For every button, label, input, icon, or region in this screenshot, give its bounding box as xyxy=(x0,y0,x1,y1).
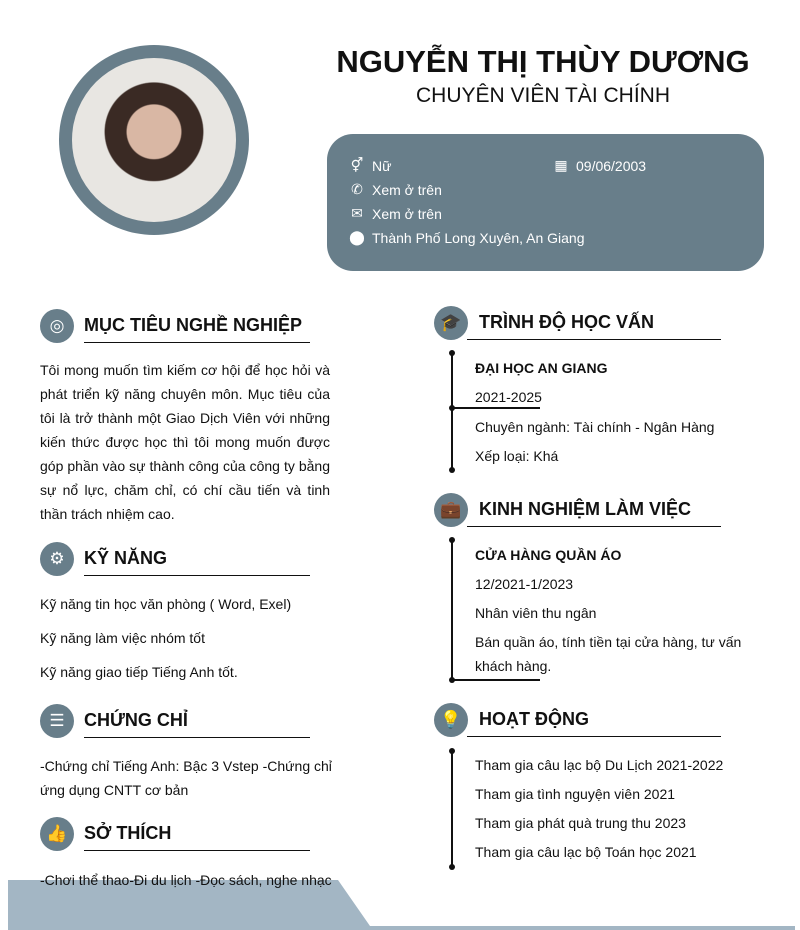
email-icon: ✉ xyxy=(351,205,363,221)
briefcase-icon: 💼 xyxy=(434,493,468,527)
education-major: Chuyên ngành: Tài chính - Ngân Hàng xyxy=(475,419,715,435)
graduation-cap-icon: 🎓 xyxy=(434,306,468,340)
gender-icon: ⚥ xyxy=(350,157,364,173)
objective-text: Tôi mong muốn tìm kiếm cơ hội để học hỏi và phát triển kỹ năng chuyên môn. Mục tiêu của tôi là trở thành một Giao Dịch Viên với những kiến thức được học thì tôi mong muốn được góp phần vào sự thành công của công ty bằng sự nổ lực, chăm chỉ, có chí cầu tiến và tinh thần trách nhiệm cao. xyxy=(40,362,330,522)
calendar-icon: ▦ xyxy=(554,157,568,173)
activity-item: Tham gia câu lạc bộ Toán học 2021 xyxy=(475,844,697,860)
thumbs-up-icon: 👍 xyxy=(40,817,74,851)
job-title: CHUYÊN VIÊN TÀI CHÍNH xyxy=(416,84,670,107)
target-icon: ◎ xyxy=(40,309,74,343)
education-title: TRÌNH ĐỘ HỌC VẤN xyxy=(467,312,721,340)
phone-icon: ✆ xyxy=(351,181,363,197)
skills-title: KỸ NĂNG xyxy=(84,548,310,576)
activities-title: HOẠT ĐỘNG xyxy=(467,709,721,737)
document-icon: ☰ xyxy=(40,704,74,738)
education-period: 2021-2025 xyxy=(475,389,542,405)
email: Xem ở trên xyxy=(372,205,442,222)
education-rank: Xếp loại: Khá xyxy=(475,448,559,464)
lightbulb-icon: 💡 xyxy=(434,703,468,737)
activity-item: Tham gia tình nguyện viên 2021 xyxy=(475,786,676,802)
phone: Xem ở trên xyxy=(372,181,442,198)
contact-info-box xyxy=(327,134,764,271)
experience-description: Bán quần áo, tính tiền tại cửa hàng, tư vấn khách hàng. xyxy=(475,634,742,674)
candidate-name: NGUYỄN THỊ THÙY DƯƠNG xyxy=(336,44,750,79)
hobbies-text: -Chơi thể thao-Đi du lịch -Đọc sách, nghe nhạc xyxy=(40,872,332,888)
birthday: 09/06/2003 xyxy=(576,157,647,174)
objective-title: MỤC TIÊU NGHỀ NGHIỆP xyxy=(84,315,310,343)
address: Thành Phố Long Xuyên, An Giang xyxy=(372,229,585,246)
skill-item: Kỹ năng giao tiếp Tiếng Anh tốt. xyxy=(40,664,238,680)
activity-item: Tham gia câu lạc bộ Du Lịch 2021-2022 xyxy=(475,757,724,773)
experience-position: Nhân viên thu ngân xyxy=(475,605,597,621)
location-icon: ⬤ xyxy=(349,229,365,245)
gear-icon: ⚙ xyxy=(40,542,74,576)
hobbies-title: SỞ THÍCH xyxy=(84,823,310,851)
profile-photo xyxy=(59,45,249,235)
skill-item: Kỹ năng làm việc nhóm tốt xyxy=(40,630,205,646)
avatar xyxy=(72,58,236,222)
activity-item: Tham gia phát quà trung thu 2023 xyxy=(475,815,686,831)
school-name: ĐẠI HỌC AN GIANG xyxy=(475,360,608,376)
company-name: CỬA HÀNG QUẦN ÁO xyxy=(475,547,622,563)
gender: Nữ xyxy=(372,157,392,174)
certificates-text: -Chứng chỉ Tiếng Anh: Bậc 3 Vstep -Chứng chỉ ứng dụng CNTT cơ bản xyxy=(40,758,332,798)
experience-title: KINH NGHIỆM LÀM VIỆC xyxy=(467,499,721,527)
experience-period: 12/2021-1/2023 xyxy=(475,576,574,592)
certificates-title: CHỨNG CHỈ xyxy=(84,710,310,738)
skill-item: Kỹ năng tin học văn phòng ( Word, Exel) xyxy=(40,596,292,612)
